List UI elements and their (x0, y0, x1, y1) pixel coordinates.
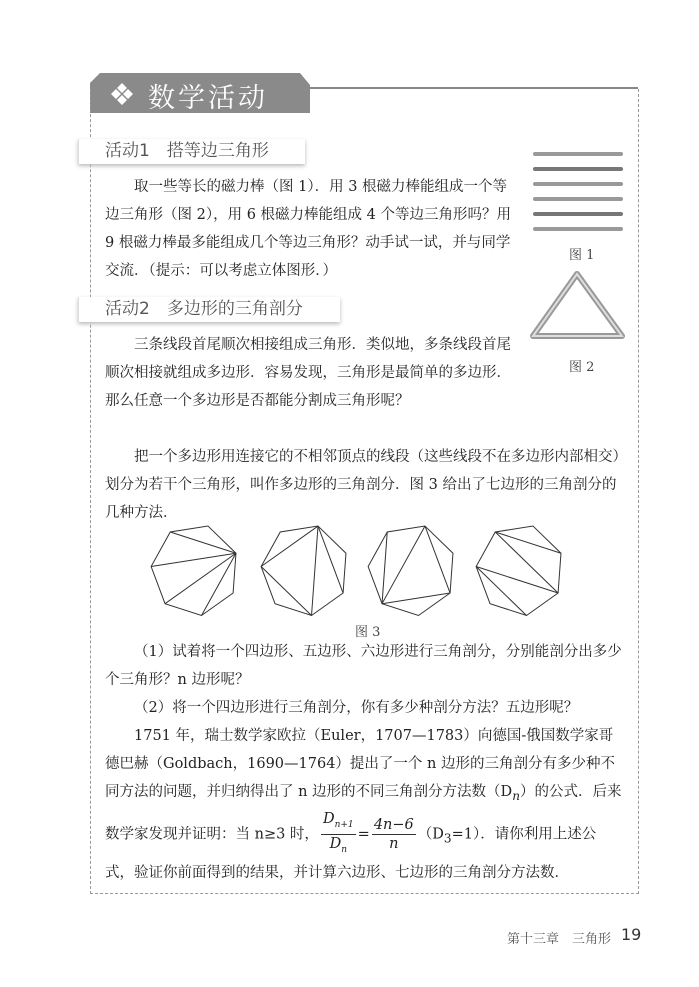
section-title: 数学活动 (148, 83, 268, 114)
equals: = (357, 826, 370, 843)
frac-den: D (329, 835, 342, 852)
figure3-heptagons (150, 520, 580, 620)
activity1-text: 取一些等长的磁力棒（图 1）．用 3 根磁力棒能组成一个等边三角形（图 2），用 6 根磁力棒能组成 4 个等边三角形吗？用 9 根磁力棒最多能组成几个等边三角形？动手试一试，并与同学交流．（提示：可以考虑立体图形．） (105, 179, 511, 279)
figure1-caption: 图 1 (569, 248, 595, 263)
diagonal (476, 567, 558, 594)
figure3-caption: 图 3 (355, 625, 381, 640)
figure2-triangle (530, 270, 625, 340)
diagonal (170, 532, 236, 553)
euler-paragraph (105, 722, 625, 887)
heptagon-triangulation (261, 526, 346, 615)
diagonal (151, 553, 236, 566)
frac2-num: 4n−6 (373, 816, 414, 833)
frac-num-sub: n+1 (334, 819, 354, 830)
euler-text-b: ）的公式．后来数学家发现并证明：当 n≥3 时， (105, 784, 622, 843)
frac-num: D (322, 810, 335, 827)
activity2-paragraph2: 把一个多边形用连接它的不相邻顶点的线段（这些线段不在多边形内部相交）划分为若干个三角形，叫作多边形的三角剖分．图 3 给出了七边形的三角剖分的几种方法． (105, 449, 620, 521)
diagonal (382, 532, 387, 604)
activity1-label: 活动1 搭等边三角形 (78, 139, 305, 164)
diagonal (495, 532, 561, 553)
figure2-caption: 图 2 (569, 360, 595, 375)
diagonal (165, 553, 236, 603)
diagonal (312, 526, 318, 615)
sub-3: 3 (443, 831, 452, 846)
euler-text-d: =1）．请你利用上述公式，验证你前面得到的结果，并计算六边形、七边形的三角剖分方法数． (105, 826, 597, 881)
fraction-formula (372, 816, 416, 853)
footer-chapter: 第十三章 三角形 (506, 932, 611, 947)
diagonal (202, 553, 236, 615)
diagonal (261, 526, 318, 566)
page-number: 19 (621, 925, 642, 944)
activity2-label: 活动2 多边形的三角剖分 (78, 297, 340, 322)
diagonal (382, 526, 425, 604)
question2: （2）将一个四边形进行三角剖分，你有多少种剖分方法？五边形呢？ (134, 700, 579, 716)
question1: （1）试着将一个四边形、五边形、六边形进行三角剖分，分别能剖分出多少个三角形？n 边形呢？ (105, 644, 622, 688)
heptagon-triangulation (476, 526, 561, 615)
diagonal (476, 567, 526, 616)
diagonal (425, 526, 450, 593)
diagonal (261, 567, 311, 616)
heptagon-triangulation (151, 526, 236, 615)
sub-n: n (512, 788, 520, 803)
diagonal (382, 593, 450, 604)
frac2-den: n (389, 835, 399, 852)
fraction-d (321, 810, 356, 859)
frac-den-sub: n (341, 844, 348, 855)
euler-text-c: （D (417, 826, 444, 843)
diagonal (318, 526, 343, 593)
figure1-sticks (533, 152, 623, 242)
euler-text-a: 1751 年，瑞士数学家欧拉（Euler，1707—1783）向德国-俄国数学家哥德巴赫（Goldbach，1690—1764）提出了一个 n 边形的三角剖分有多少种不同方法的问题，并归纳得出了 n 边形的不同三角剖分方法数（D (105, 728, 615, 800)
heptagon-triangulation (368, 526, 453, 615)
activity2-paragraph1: 三条线段首尾顺次相接组成三角形．类似地，多条线段首尾顺次相接就组成多边形．容易发现，三角形是最简单的多边形．那么任意一个多边形是否都能分割成三角形呢？ (105, 337, 511, 409)
